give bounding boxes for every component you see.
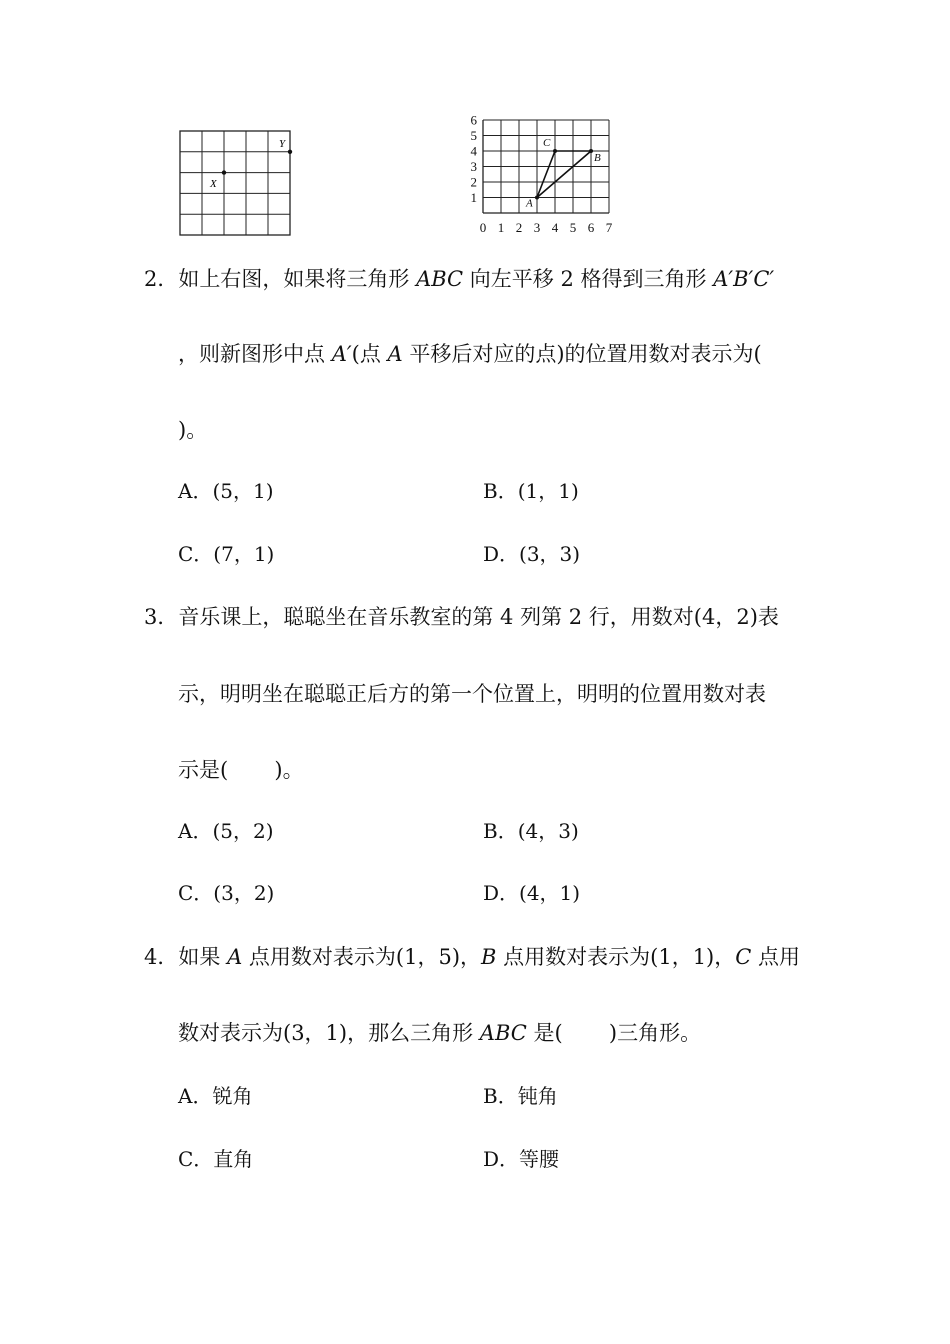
q3-line-3: 示是( )。 bbox=[178, 758, 304, 782]
point-y-label: Y bbox=[279, 138, 286, 150]
q4-line-2: 数对表示为(3，1)，那么三角形 ABC 是( )三角形。 bbox=[178, 1021, 702, 1045]
x-tick-label: 4 bbox=[551, 220, 559, 235]
x-tick-label: 5 bbox=[569, 220, 577, 235]
q4-option-b[interactable]: B．钝角 bbox=[483, 1084, 558, 1108]
y-tick-label: 6 bbox=[470, 114, 477, 128]
q3-option-c[interactable]: C．(3，2) bbox=[178, 881, 275, 905]
triangle-abc bbox=[525, 137, 601, 210]
q2-option-d[interactable]: D．(3，3) bbox=[483, 542, 581, 566]
triangle-outline bbox=[537, 151, 591, 198]
vertex-label-c: C bbox=[543, 137, 551, 149]
x-tick-label: 0 bbox=[479, 220, 487, 235]
q3-line-1: 3．音乐课上，聪聪坐在音乐教室的第 4 列第 2 行，用数对(4，2)表 bbox=[144, 605, 779, 629]
q3-option-a[interactable]: A．(5，2) bbox=[178, 819, 274, 843]
coordinate-grid-svg bbox=[462, 114, 622, 238]
point-x-label: X bbox=[210, 178, 217, 190]
grid-lines bbox=[180, 131, 290, 235]
q2-line-2: ，则新图形中点 A′(点 A 平移后对应的点)的位置用数对表示为( bbox=[178, 342, 762, 366]
coordinate-grid-lines bbox=[483, 120, 609, 213]
point-x bbox=[222, 170, 226, 174]
q4-line-1: 4．如果 A 点用数对表示为(1，5)，B 点用数对表示为(1，1)，C 点用 bbox=[144, 945, 801, 969]
q4-number: 4． bbox=[144, 945, 179, 969]
q2-line-3: )。 bbox=[178, 418, 208, 442]
q2-option-c[interactable]: C．(7，1) bbox=[178, 542, 275, 566]
q4-option-a[interactable]: A．锐角 bbox=[178, 1084, 253, 1108]
point-y bbox=[288, 150, 292, 154]
x-tick-label: 2 bbox=[515, 220, 523, 235]
y-tick-label: 4 bbox=[470, 143, 477, 159]
y-tick-label: 3 bbox=[470, 159, 477, 174]
x-tick-label: 1 bbox=[497, 220, 505, 235]
q2-number: 2． bbox=[144, 267, 179, 291]
q4-option-c[interactable]: C．直角 bbox=[178, 1147, 254, 1171]
q3-line-2: 示，明明坐在聪聪正后方的第一个位置上，明明的位置用数对表 bbox=[178, 682, 766, 706]
q2-option-a[interactable]: A．(5，1) bbox=[178, 479, 274, 503]
coordinate-grid-figure bbox=[462, 114, 622, 242]
x-tick-label: 6 bbox=[587, 220, 595, 235]
q3-number: 3． bbox=[144, 605, 179, 629]
grid-figure-xy bbox=[175, 126, 295, 242]
q4-option-d[interactable]: D．等腰 bbox=[483, 1147, 560, 1171]
q3-option-b[interactable]: B．(4，3) bbox=[483, 819, 579, 843]
x-tick-label: 3 bbox=[533, 220, 541, 235]
vertex-label-a: A bbox=[526, 197, 533, 210]
y-tick-label: 2 bbox=[470, 174, 477, 190]
vertex-a bbox=[535, 196, 539, 200]
vertex-b bbox=[589, 149, 593, 153]
vertex-c bbox=[553, 149, 557, 153]
q2-line-1: 2．如上右图，如果将三角形 ABC 向左平移 2 格得到三角形 A′B′C′ bbox=[144, 267, 775, 291]
q3-option-d[interactable]: D．(4，1) bbox=[483, 881, 581, 905]
x-tick-label: 7 bbox=[605, 220, 613, 235]
y-tick-label: 1 bbox=[470, 190, 477, 205]
y-tick-label: 5 bbox=[470, 128, 477, 143]
q2-option-b[interactable]: B．(1，1) bbox=[483, 479, 579, 503]
vertex-label-b: B bbox=[594, 152, 601, 164]
